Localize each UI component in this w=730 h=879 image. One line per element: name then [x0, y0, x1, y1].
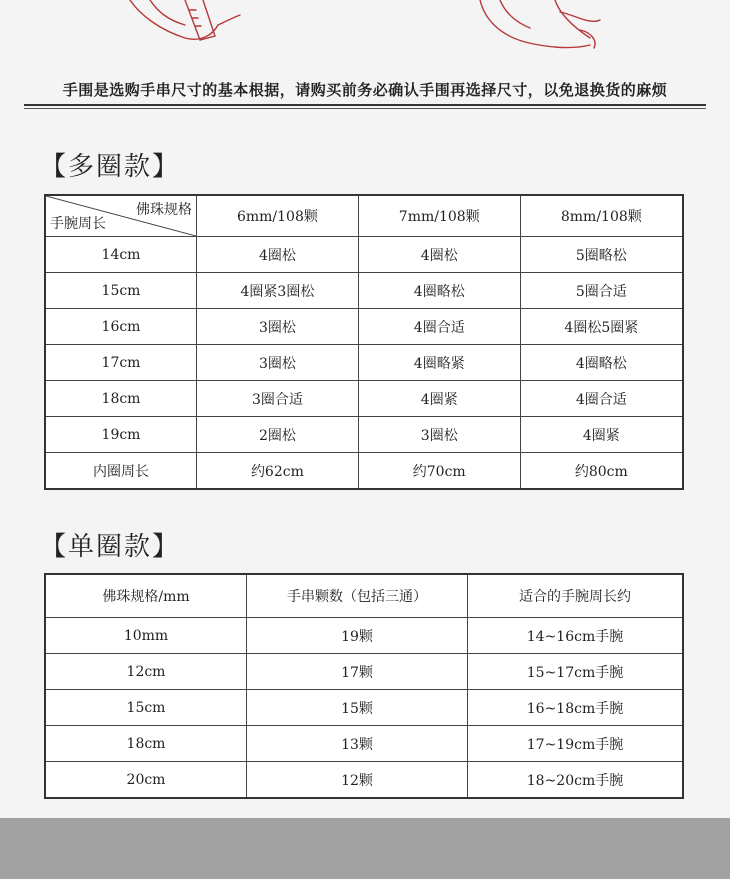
table-cell: 5圈略松	[520, 237, 683, 273]
column-header: 8mm/108颗	[520, 195, 683, 237]
table-cell: 13颗	[247, 726, 468, 762]
table-row	[45, 345, 683, 381]
bead-spec-label: 佛珠规格	[136, 202, 192, 218]
table-cell: 15~17cm手腕	[468, 654, 684, 690]
table-row	[45, 690, 683, 726]
table-cell: 约70cm	[358, 453, 520, 490]
table-row	[45, 309, 683, 345]
table-cell: 4圈合适	[520, 381, 683, 417]
row-label: 16cm	[45, 309, 197, 345]
column-header: 手串颗数（包括三通）	[247, 574, 468, 618]
corner-header-cell	[45, 195, 197, 237]
table-cell: 16~18cm手腕	[468, 690, 684, 726]
table-cell: 3圈合适	[197, 381, 359, 417]
table-cell: 12颗	[247, 762, 468, 799]
table-cell: 4圈紧3圈松	[197, 273, 359, 309]
multi-loop-size-table	[44, 194, 684, 490]
table-cell: 约80cm	[520, 453, 683, 490]
table-cell: 4圈松5圈紧	[520, 309, 683, 345]
notice-banner: 手围是选购手串尺寸的基本根据，请购买前务必确认手围再选择尺寸，以免退换货的麻烦	[24, 76, 706, 106]
column-header: 6mm/108颗	[197, 195, 359, 237]
table-cell: 约62cm	[197, 453, 359, 490]
table-row	[45, 417, 683, 453]
table-cell: 10mm	[45, 618, 247, 654]
table-cell: 4圈松	[358, 237, 520, 273]
table-cell: 5圈合适	[520, 273, 683, 309]
table-row	[45, 762, 683, 799]
table-row	[45, 453, 683, 490]
footer-band	[0, 818, 730, 879]
table-cell: 17颗	[247, 654, 468, 690]
table-cell: 2圈松	[197, 417, 359, 453]
row-label: 18cm	[45, 381, 197, 417]
table-cell: 4圈略松	[358, 273, 520, 309]
row-label: 14cm	[45, 237, 197, 273]
row-label: 15cm	[45, 273, 197, 309]
table-cell: 4圈紧	[520, 417, 683, 453]
table-cell: 3圈松	[197, 345, 359, 381]
table-header-row	[45, 574, 683, 618]
row-label: 19cm	[45, 417, 197, 453]
table-cell: 18cm	[45, 726, 247, 762]
column-header: 7mm/108颗	[358, 195, 520, 237]
table-cell: 4圈紧	[358, 381, 520, 417]
table-cell: 3圈松	[358, 417, 520, 453]
row-label: 17cm	[45, 345, 197, 381]
table-cell: 4圈松	[197, 237, 359, 273]
table-cell: 17~19cm手腕	[468, 726, 684, 762]
table-cell: 14~16cm手腕	[468, 618, 684, 654]
table-cell: 19颗	[247, 618, 468, 654]
table-cell: 18~20cm手腕	[468, 762, 684, 799]
hand-measure-illustration	[0, 0, 730, 70]
table-cell: 4圈略紧	[358, 345, 520, 381]
table-row	[45, 726, 683, 762]
column-header: 适合的手腕周长约	[468, 574, 684, 618]
table-row	[45, 237, 683, 273]
table-cell: 15颗	[247, 690, 468, 726]
table-cell: 20cm	[45, 762, 247, 799]
table-cell: 15cm	[45, 690, 247, 726]
table-cell: 3圈松	[197, 309, 359, 345]
multi-loop-section-title: 【多圈款】	[40, 152, 181, 182]
table-cell: 4圈合适	[358, 309, 520, 345]
table-row	[45, 381, 683, 417]
column-header: 佛珠规格/mm	[45, 574, 247, 618]
row-label: 内圈周长	[45, 453, 197, 490]
table-row	[45, 654, 683, 690]
single-loop-size-table	[44, 573, 684, 799]
table-header-row	[45, 195, 683, 237]
table-cell: 12cm	[45, 654, 247, 690]
table-row	[45, 618, 683, 654]
table-cell: 4圈略松	[520, 345, 683, 381]
single-loop-section-title: 【单圈款】	[40, 532, 181, 562]
wrist-circumference-label: 手腕周长	[50, 216, 106, 232]
table-row	[45, 273, 683, 309]
